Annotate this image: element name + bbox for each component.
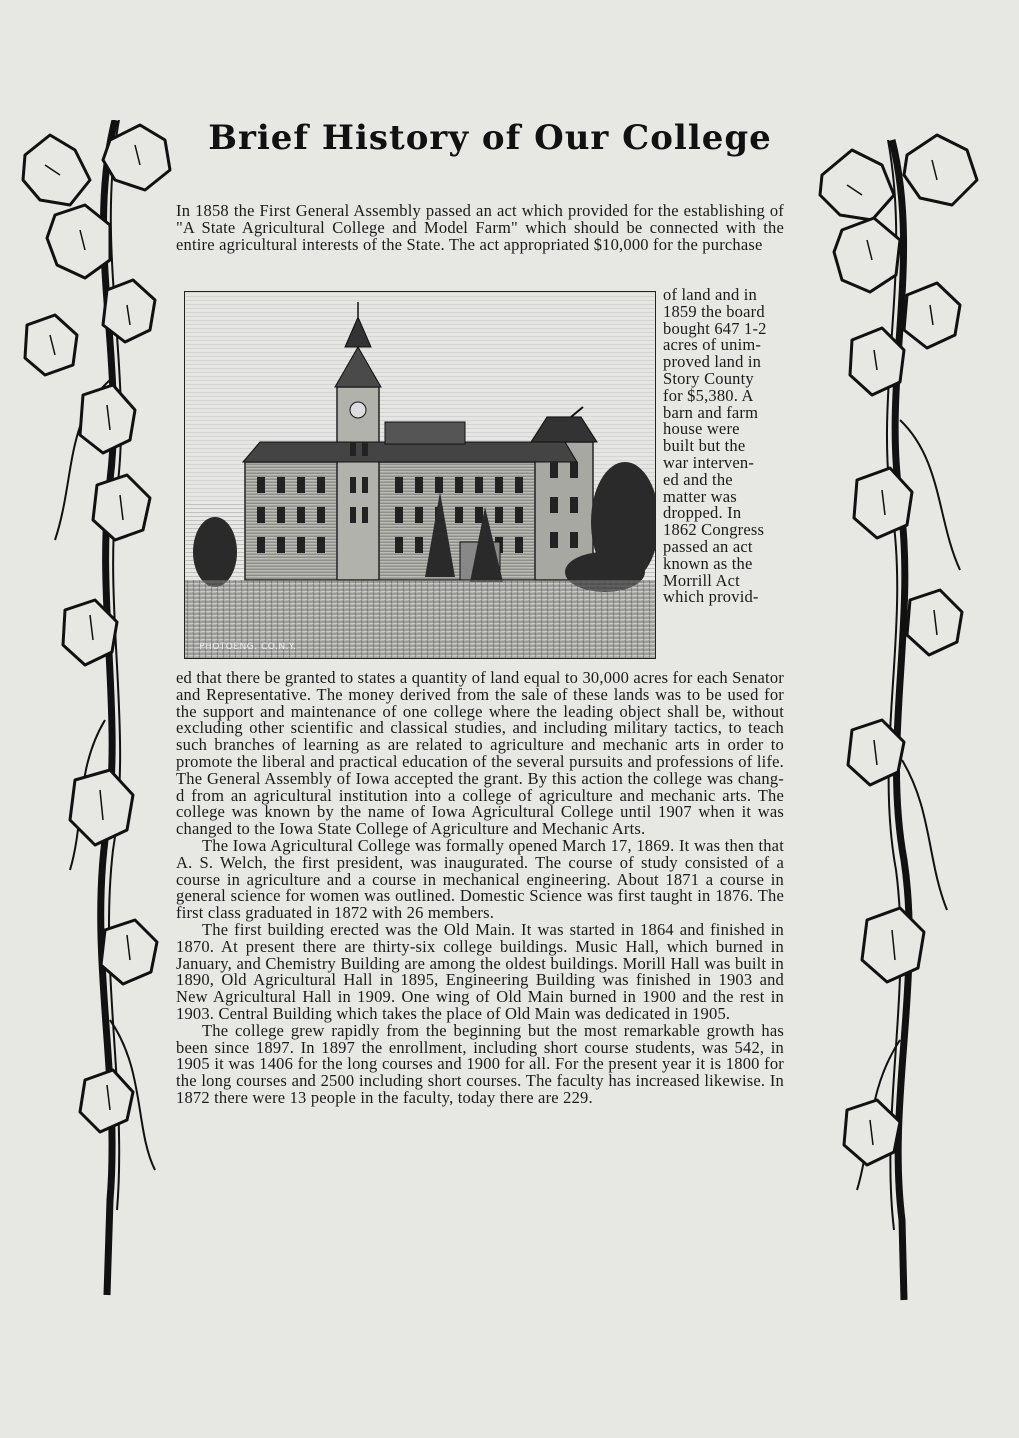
wrap-line: barn and farm — [663, 402, 759, 422]
wrap-line: 1862 Congress — [663, 520, 765, 540]
wrap-text-column — [663, 287, 784, 606]
wrap-line: passed an act — [663, 536, 753, 556]
main-body — [176, 670, 784, 1107]
wrap-line: of land and in — [663, 285, 757, 304]
intro-paragraph: In 1858 the First General Assembly passed an act which provided for the establishing of "A State Agricultural College and Model Farm" which should be connected with the entire agricultural interests of the State. The act appropriated $10,000 for the purchase — [176, 201, 784, 254]
wrap-line: bought 647 1-2 — [663, 318, 767, 338]
wrap-line: acres of unim- — [663, 335, 762, 355]
old-main-engraving — [184, 291, 656, 659]
paragraph-buildings: The first building erected was the Old Main. It was started in 1864 and finished in 1870. At present there are thirty-six college buildings. Music Hall, which burned in January, and Chemistry Building are among the oldest buildings. Morill Hall was built in 1890, Old Agricultural Hall in 1895, Engineering Building was finished in 1903 and New Agricultural Hall in 1909. One wing of Old Main burned in 1900 and the rest in 1903. Central Building which takes the place of Old Main was dedicated in 1905. — [176, 919, 784, 1023]
wrap-line: known as the — [663, 553, 753, 573]
wrap-line: war interven- — [663, 452, 755, 472]
photo-credit: PHOTOENG. CO.N.Y. — [199, 642, 297, 652]
page-title: Brief History of Our College — [208, 118, 772, 158]
wrap-line: built but the — [663, 436, 746, 456]
paragraph-morrill-act: ed that there be granted to states a quantity of land equal to 30,000 acres for each Senator and Representative. The money derived from the sale of these lands was to be used for the support and maintenance of one college where the leading object shall be, without excluding other scientific and classical studies, and including military tactics, to teach such branches of learning as are related to agriculture and mechanic arts in order to promote the liberal and practical education of the several pursuits and professions of life. The General Assembly of Iowa accepted the grant. By this action the college was chang-d from an agricultural institution into a college of agriculture and mechanic arts. The college was known by the name of Iowa Agricultural College until 1907 when it was changed to the Iowa State College of Agriculture and Mechanic Arts. — [176, 668, 784, 839]
wrap-line: Morrill Act — [663, 570, 740, 590]
paragraph-growth: The college grew rapidly from the beginning but the most remarkable growth has been since 1897. In 1897 the enrollment, including short course students, was 542, in 1905 it was 1406 for the long courses and 1900 for all. For the present year it is 1800 for the long courses and 2500 including short courses. The faculty has increased likewise. In 1872 there were 13 people in the faculty, today there are 229. — [176, 1020, 784, 1107]
wrap-line: ed and the — [663, 469, 733, 489]
paragraph-opening: The Iowa Agricultural College was formally opened March 17, 1869. It was then that A. S. Welch, the first president, was inaugurated. The course of study consisted of a course in agriculture and a course in mechanical engineering. About 1871 a course in general science for women was outlined. Domestic Science was first taught in 1876. The first class graduated in 1872 with 26 members. — [176, 835, 784, 923]
wrap-line: 1859 the board — [663, 301, 765, 321]
wrap-line: proved land in — [663, 352, 762, 372]
vine-border-right — [812, 120, 1002, 1310]
wrap-line: which provid- — [663, 587, 759, 607]
wrap-line: matter was — [663, 486, 737, 506]
wrap-line: for $5,380. A — [663, 385, 754, 405]
wrap-line: dropped. In — [663, 503, 742, 523]
wrap-line: Story County — [663, 368, 754, 388]
wrap-line: house were — [663, 419, 740, 439]
